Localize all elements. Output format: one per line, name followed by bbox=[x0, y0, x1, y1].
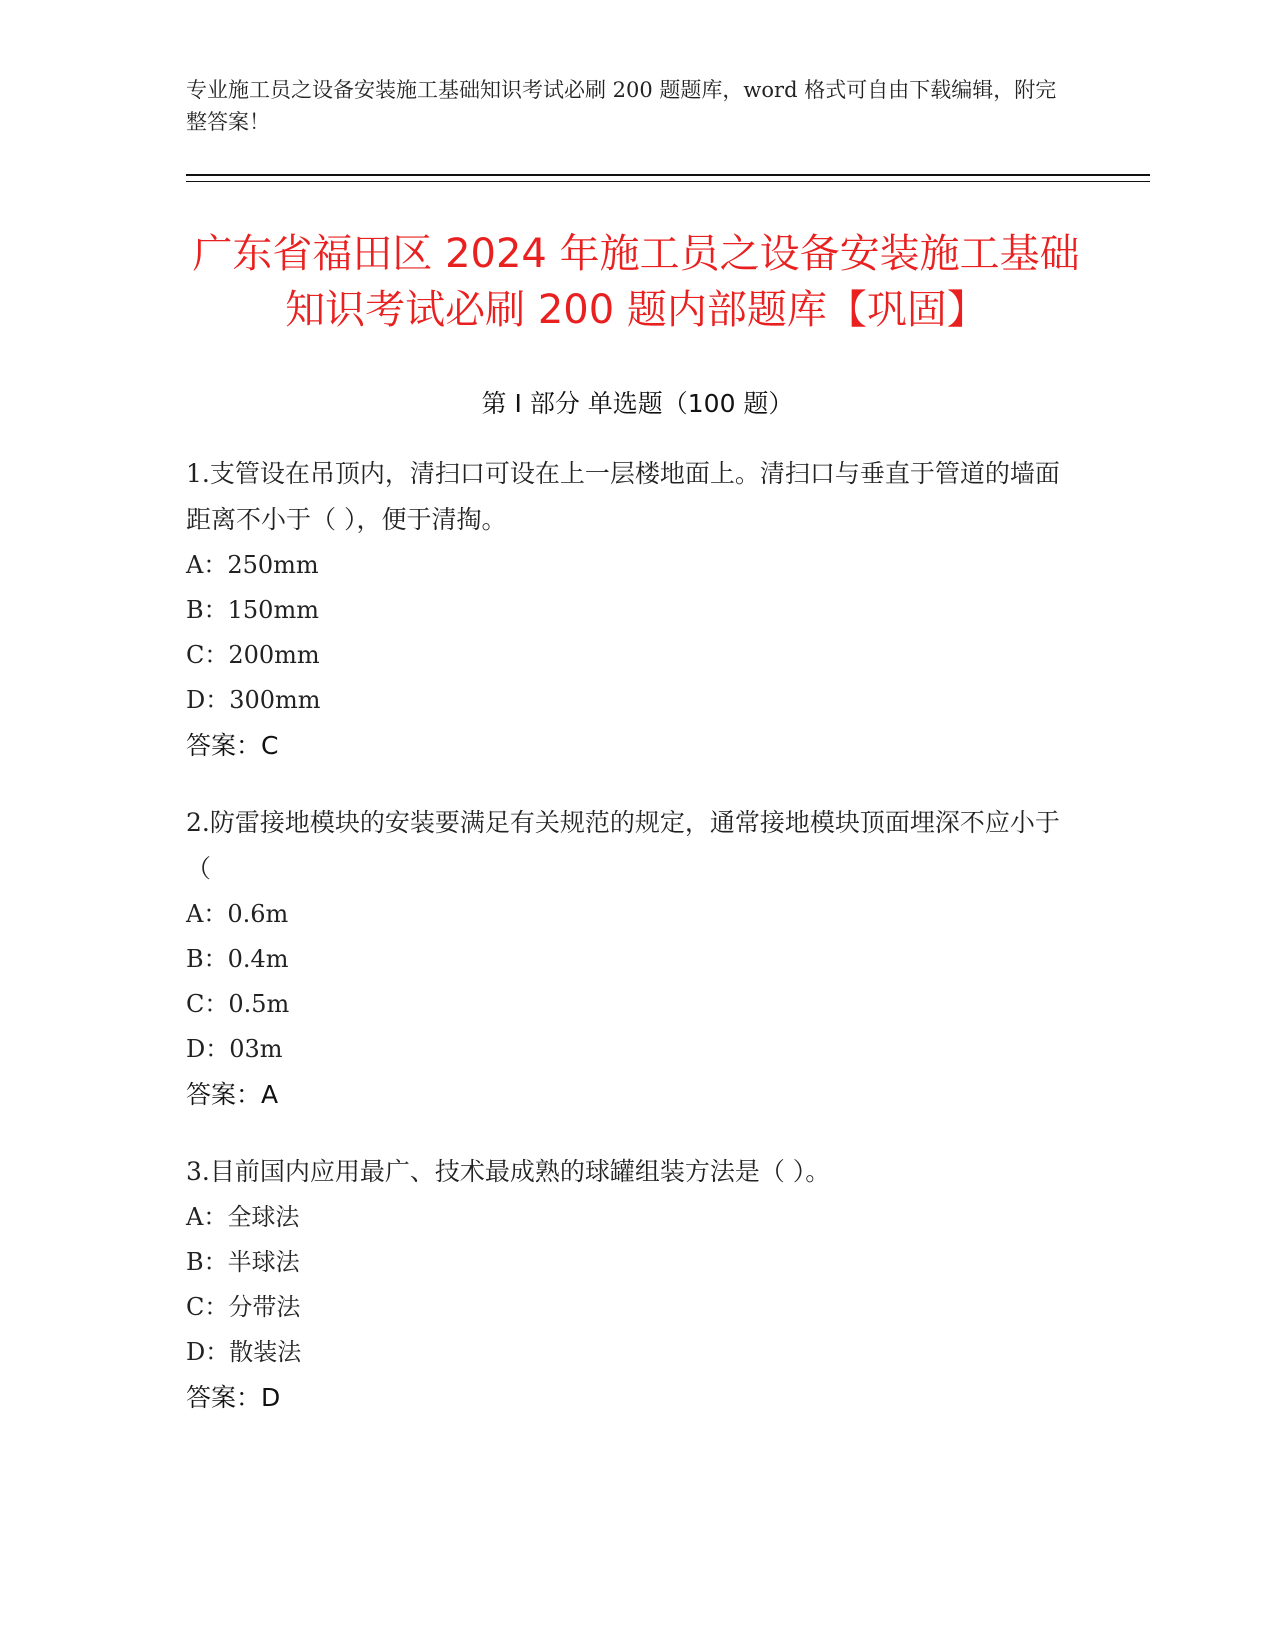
question-block bbox=[186, 451, 1066, 768]
question-stem: 2.防雷接地模块的安装要满足有关规范的规定，通常接地模块顶面埋深不应小于（ bbox=[186, 808, 1060, 883]
answer: 答案：C bbox=[186, 731, 279, 760]
header-rule-thick bbox=[186, 174, 1150, 176]
option-d: D：03m bbox=[186, 1035, 283, 1063]
option-b: B：半球法 bbox=[186, 1248, 300, 1276]
question-block bbox=[186, 800, 1066, 1117]
option-a: A：250mm bbox=[186, 551, 319, 579]
option-d: D：散装法 bbox=[186, 1338, 302, 1366]
option-d: D：300mm bbox=[186, 686, 321, 714]
document-title: 广东省福田区 2024 年施工员之设备安装施工基础知识考试必刷 200 题内部题库【巩固】 bbox=[192, 231, 1080, 333]
answer: 答案：D bbox=[186, 1383, 281, 1412]
header-note: 专业施工员之设备安装施工基础知识考试必刷 200 题题库，word 格式可自由下载编辑，附完整答案！ bbox=[186, 78, 1057, 134]
option-c: C：200mm bbox=[186, 641, 320, 669]
option-b: B：0.4m bbox=[186, 945, 289, 973]
option-a: A：0.6m bbox=[186, 900, 289, 928]
option-c: C：分带法 bbox=[186, 1293, 301, 1321]
option-b: B：150mm bbox=[186, 596, 319, 624]
section-heading: 第 I 部分 单选题（100 题） bbox=[481, 389, 794, 418]
question-block bbox=[186, 1149, 1066, 1420]
question-stem: 3.目前国内应用最广、技术最成熟的球罐组装方法是（ ）。 bbox=[186, 1157, 831, 1186]
header-rule-thin bbox=[186, 181, 1150, 182]
option-a: A：全球法 bbox=[186, 1203, 300, 1231]
question-stem: 1.支管设在吊顶内，清扫口可设在上一层楼地面上。清扫口与垂直于管道的墙面距离不小于（ ），便于清掏。 bbox=[186, 459, 1060, 534]
answer: 答案：A bbox=[186, 1080, 279, 1109]
option-c: C：0.5m bbox=[186, 990, 290, 1018]
